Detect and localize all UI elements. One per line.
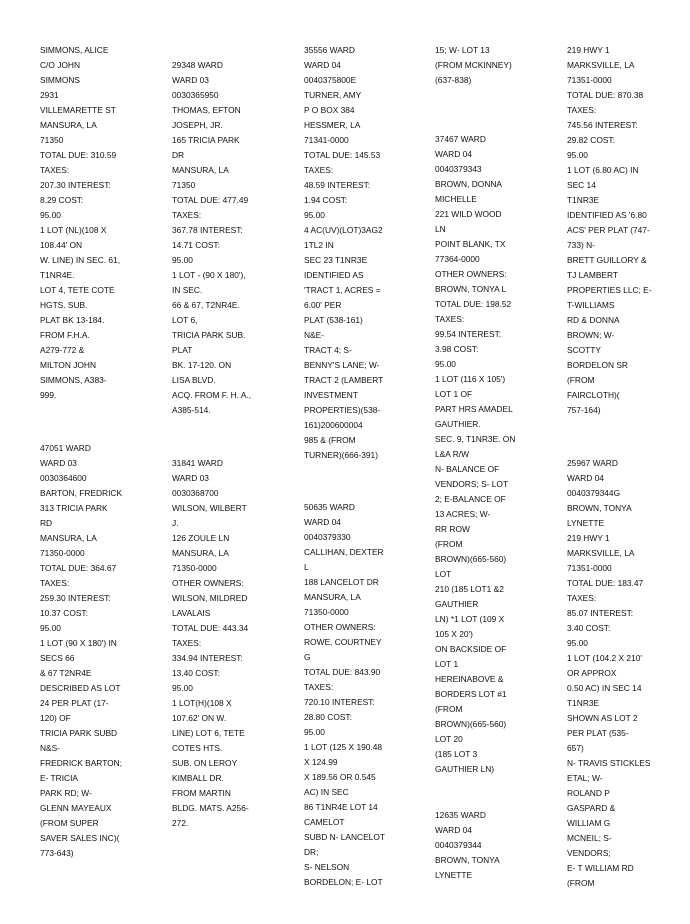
text-line: 95.00 <box>40 210 61 220</box>
text-line: PROPERTIES)(538- <box>304 405 381 415</box>
text-line: S- NELSON <box>304 862 350 872</box>
text-line: 95.00 <box>567 638 588 648</box>
text-line: 71341-0000 <box>304 135 349 145</box>
text-line: 120) OF <box>40 713 71 723</box>
text-line: BENNY'S LANE; W- <box>304 360 380 370</box>
text-line: TURNER, AMY <box>304 90 362 100</box>
text-line: 0030368700 <box>172 488 219 498</box>
text-line: INVESTMENT <box>304 390 358 400</box>
text-line: POINT BLANK, TX <box>435 239 506 249</box>
text-line: (FROM <box>435 539 463 549</box>
text-line: VILLEMARETTE ST <box>40 105 116 115</box>
text-line: 0040379343 <box>435 164 482 174</box>
text-line: 1 LOT (NL)(108 X <box>40 225 107 235</box>
text-line: OTHER OWNERS: <box>435 269 507 279</box>
text-line: 313 TRICIA PARK <box>40 503 108 513</box>
text-line: JOSEPH, JR. <box>172 120 223 130</box>
text-line: ACS' PER PLAT (747- <box>567 225 650 235</box>
text-line: LOT 1 <box>435 659 459 669</box>
text-line: BORDELON SR <box>567 360 628 370</box>
text-line: 105 X 20') <box>435 629 473 639</box>
text-line: 29.82 COST: <box>567 135 615 145</box>
text-line: 31841 WARD <box>172 458 223 468</box>
text-line: FAIRCLOTH)( <box>567 390 620 400</box>
text-line: W. LINE) IN SEC. 61, <box>40 255 121 265</box>
text-line: 12635 WARD <box>435 810 486 820</box>
text-line: (FROM MCKINNEY) <box>435 60 512 70</box>
text-line: (FROM <box>567 878 595 888</box>
text-line: 2; E-BALANCE OF <box>435 494 506 504</box>
text-line: 86 T1NR4E LOT 14 <box>304 802 378 812</box>
record-wilson-wilbert <box>172 456 297 831</box>
text-line: WARD 03 <box>172 473 209 483</box>
text-line: THOMAS, EFTON <box>172 105 241 115</box>
text-line: E- T WILLIAM RD <box>567 863 634 873</box>
text-line: KIMBALL DR. <box>172 773 224 783</box>
text-line: 24 PER PLAT (17- <box>40 698 109 708</box>
record-barton-fredrick <box>40 441 165 861</box>
text-line: LINE) LOT 6, TETE <box>172 728 245 738</box>
text-line: RR ROW <box>435 524 470 534</box>
text-line: PLAT (538-161) <box>304 315 363 325</box>
text-line: DESCRIBED AS LOT <box>40 683 121 693</box>
text-line: 1 LOT(H)(108 X <box>172 698 232 708</box>
text-line: 28.80 COST: <box>304 712 352 722</box>
text-line: 71350-0000 <box>40 548 85 558</box>
text-line: 0.50 AC) IN SEC 14 <box>567 683 642 693</box>
record-brown-donna <box>435 132 560 777</box>
text-line: 95.00 <box>40 623 61 633</box>
text-line: 1.94 COST: <box>304 195 348 205</box>
text-line: LOT 1 OF <box>435 389 473 399</box>
text-line: WARD 04 <box>567 473 604 483</box>
text-line: TAXES: <box>567 593 597 603</box>
text-line: (FROM <box>435 704 463 714</box>
text-line: LYNETTE <box>435 870 473 880</box>
text-line: T1NR4E. <box>40 270 75 280</box>
text-line: 0040379344G <box>567 488 621 498</box>
text-line: TOTAL DUE: 477.49 <box>172 195 249 205</box>
text-line: WARD 04 <box>435 825 472 835</box>
text-line: 1 LOT - (90 X 180'), <box>172 270 246 280</box>
text-line: SEC. 9, T1NR3E. ON <box>435 434 516 444</box>
text-line: 29348 WARD <box>172 60 223 70</box>
text-line: WILSON, MILDRED <box>172 593 248 603</box>
text-line: RD & DONNA <box>567 315 620 325</box>
text-line: 334.94 INTEREST: <box>172 653 243 663</box>
text-line: 161)200600004 <box>304 420 363 430</box>
text-line: 165 TRICIA PARK <box>172 135 240 145</box>
text-line: SUBD N- LANCELOT <box>304 832 385 842</box>
text-line: 1 LOT (104.2 X 210' <box>567 653 643 663</box>
text-line: LN <box>435 224 446 234</box>
text-line: 0040375800E <box>304 75 357 85</box>
text-line: TAXES: <box>567 105 597 115</box>
text-line: 8.29 COST: <box>40 195 84 205</box>
text-line: SIMMONS, ALICE <box>40 45 109 55</box>
text-line: BROWN, TONYA <box>567 503 632 513</box>
text-line: TAXES: <box>435 314 465 324</box>
text-line: OTHER OWNERS: <box>172 578 244 588</box>
text-line: TRICIA PARK SUBD <box>40 728 118 738</box>
text-line: GAUTHIER <box>435 599 479 609</box>
text-line: 99.54 INTEREST: <box>435 329 502 339</box>
text-line: 71350-0000 <box>172 563 217 573</box>
text-line: 95.00 <box>567 150 588 160</box>
text-line: PARK RD; W- <box>40 788 92 798</box>
text-line: MCNEIL; S- <box>567 833 612 843</box>
text-line: MICHELLE <box>435 194 477 204</box>
text-line: GAUTHIER. <box>435 419 481 429</box>
text-line: TOTAL DUE: 843.90 <box>304 667 381 677</box>
text-line: 1TL2 IN <box>304 240 334 250</box>
text-line: TOTAL DUE: 145.53 <box>304 150 381 160</box>
text-line: WARD 03 <box>40 458 77 468</box>
text-line: BROWN, TONYA <box>435 855 500 865</box>
text-line: TURNER)(666-391) <box>304 450 378 460</box>
text-line: ON BACKSIDE OF <box>435 644 507 654</box>
text-line: N&E- <box>304 330 325 340</box>
text-line: 999. <box>40 390 57 400</box>
text-line: LOT 4, TETE COTE <box>40 285 115 295</box>
text-line: FREDRICK BARTON; <box>40 758 123 768</box>
text-line: PART HRS AMADEL <box>435 404 513 414</box>
text-line: MARKSVILLE, LA <box>567 548 635 558</box>
text-line: ACQ. FROM F. H. A., <box>172 390 252 400</box>
text-line: RD <box>40 518 53 528</box>
text-line: SECS 66 <box>40 653 75 663</box>
text-line: PLAT BK 13-184. <box>40 315 105 325</box>
text-line: TAXES: <box>304 165 334 175</box>
text-line: (637-838) <box>435 75 472 85</box>
text-line: SIMMONS <box>40 75 81 85</box>
text-line: 126 ZOULE LN <box>172 533 230 543</box>
text-line: 188 LANCELOT DR <box>304 577 379 587</box>
text-line: 720.10 INTEREST: <box>304 697 375 707</box>
text-line: SUB. ON LEROY <box>172 758 238 768</box>
text-line: TOTAL DUE: 183.47 <box>567 578 644 588</box>
text-line: BK. 17-120. ON <box>172 360 232 370</box>
text-line: TAXES: <box>40 578 70 588</box>
text-line: ROWE, COURTNEY <box>304 637 382 647</box>
text-line: G <box>304 652 311 662</box>
text-line: MANSURA, LA <box>304 592 361 602</box>
text-line: BARTON, FREDRICK <box>40 488 123 498</box>
text-line: 207.30 INTEREST: <box>40 180 111 190</box>
text-line: 3.40 COST: <box>567 623 611 633</box>
text-line: PER PLAT (535- <box>567 728 629 738</box>
text-line: TAXES: <box>172 638 202 648</box>
text-line: TOTAL DUE: 198.52 <box>435 299 512 309</box>
text-line: N- BALANCE OF <box>435 464 500 474</box>
text-line: 985 & (FROM <box>304 435 356 445</box>
text-line: BROWN)(665-560) <box>435 719 507 729</box>
text-line: SEC 14 <box>567 180 596 190</box>
text-line: BRETT GUILLORY & <box>567 255 647 265</box>
text-line: 221 WILD WOOD <box>435 209 502 219</box>
text-line: MANSURA, LA <box>40 120 97 130</box>
text-line: MARKSVILLE, LA <box>567 60 635 70</box>
text-line: LOT 20 <box>435 734 463 744</box>
text-line: 35556 WARD <box>304 45 355 55</box>
text-line: 733) N- <box>567 240 595 250</box>
text-line: BROWN, DONNA <box>435 179 502 189</box>
text-line: SIMMONS, A383- <box>40 375 107 385</box>
text-line: 272. <box>172 818 189 828</box>
text-line: WARD 04 <box>304 60 341 70</box>
text-line: BROWN; W- <box>567 330 615 340</box>
text-line: BORDELON; E- LOT <box>304 877 383 887</box>
text-line: 48.59 INTEREST: <box>304 180 371 190</box>
text-line: IDENTIFIED AS <box>304 270 364 280</box>
record-thomas-efton <box>172 58 297 418</box>
text-line: 0040379344 <box>435 840 482 850</box>
text-line: TOTAL DUE: 443.34 <box>172 623 249 633</box>
text-line: 95.00 <box>304 210 325 220</box>
text-line: E- TRICIA <box>40 773 79 783</box>
text-line: 1 LOT (125 X 190.48 <box>304 742 383 752</box>
text-line: X 124.99 <box>304 757 338 767</box>
text-line: DR; <box>304 847 319 857</box>
text-line: FROM MARTIN <box>172 788 231 798</box>
text-line: 1 LOT (90 X 180') IN <box>40 638 117 648</box>
text-line: 13.40 COST: <box>172 668 220 678</box>
text-line: TRICIA PARK SUB. <box>172 330 246 340</box>
text-line: 219 HWY 1 <box>567 533 610 543</box>
text-line: PLAT <box>172 345 193 355</box>
text-line: GAUTHIER LN) <box>435 764 495 774</box>
text-line: 0030364600 <box>40 473 87 483</box>
text-line: ETAL; W- <box>567 773 603 783</box>
text-line: 47051 WARD <box>40 443 91 453</box>
text-line: WARD 04 <box>304 517 341 527</box>
text-line: 367.78 INTEREST: <box>172 225 243 235</box>
text-line: 95.00 <box>172 255 193 265</box>
text-line: 85.07 INTEREST: <box>567 608 634 618</box>
text-line: 37467 WARD <box>435 134 486 144</box>
text-line: WARD 03 <box>172 75 209 85</box>
text-line: GLENN MAYEAUX <box>40 803 112 813</box>
text-line: 95.00 <box>172 683 193 693</box>
text-line: ROLAND P <box>567 788 610 798</box>
text-line: L&A R/W <box>435 449 469 459</box>
text-line: IDENTIFIED AS '6.80 <box>567 210 647 220</box>
text-line: BROWN, TONYA L <box>435 284 507 294</box>
text-line: 108.44' ON <box>40 240 83 250</box>
text-line: (FROM SUPER <box>40 818 99 828</box>
text-line: 219 HWY 1 <box>567 45 610 55</box>
text-line: 0040379330 <box>304 532 351 542</box>
text-line: TAXES: <box>172 210 202 220</box>
text-line: 77364-0000 <box>435 254 480 264</box>
text-line: OR APPROX <box>567 668 617 678</box>
text-line: MANSURA, LA <box>40 533 97 543</box>
text-line: TRACT 2 (LAMBERT <box>304 375 384 385</box>
text-line: 71350 <box>40 135 64 145</box>
text-line: 259.30 INTEREST: <box>40 593 111 603</box>
text-line: T1NR3E <box>567 195 600 205</box>
text-line: 71351-0000 <box>567 75 612 85</box>
text-line: 71351-0000 <box>567 563 612 573</box>
text-line: CALLIHAN, DEXTER <box>304 547 384 557</box>
text-line: LN) *1 LOT (109 X <box>435 614 505 624</box>
text-line: LYNETTE <box>567 518 605 528</box>
text-line: J. <box>172 518 179 528</box>
text-line: T-WILLIAMS <box>567 300 615 310</box>
text-line: BROWN)(665-560) <box>435 554 507 564</box>
text-line: & 67 T2NR4E <box>40 668 92 678</box>
text-line: WILLIAM G <box>567 818 611 828</box>
text-line: 14.71 COST: <box>172 240 220 250</box>
text-line: 50635 WARD <box>304 502 355 512</box>
text-line: 'TRACT 1, ACRES = <box>304 285 381 295</box>
text-line: WARD 04 <box>435 149 472 159</box>
text-line: SAVER SALES INC)( <box>40 833 120 843</box>
text-line: 745.56 INTEREST: <box>567 120 638 130</box>
text-line: GASPARD & <box>567 803 616 813</box>
text-line: SEC 23 T1NR3E <box>304 255 368 265</box>
text-line: N&S- <box>40 743 61 753</box>
text-line: 10.37 COST: <box>40 608 88 618</box>
text-line: 95.00 <box>435 359 456 369</box>
text-line: 0030365950 <box>172 90 219 100</box>
text-line: MANSURA, LA <box>172 165 229 175</box>
text-line: TAXES: <box>304 682 334 692</box>
text-line: T1NR3E <box>567 698 600 708</box>
record-continuation-lot-15 <box>435 43 560 88</box>
text-line: C/O JOHN <box>40 60 81 70</box>
text-line: WILSON, WILBERT <box>172 503 247 513</box>
text-line: MILTON JOHN <box>40 360 96 370</box>
text-line: IN SEC. <box>172 285 203 295</box>
text-line: N- TRAVIS STICKLES <box>567 758 651 768</box>
text-line: SCOTTY <box>567 345 601 355</box>
text-line: 25967 WARD <box>567 458 618 468</box>
text-line: CAMELOT <box>304 817 345 827</box>
text-line: TAXES: <box>40 165 70 175</box>
record-simmons-alice <box>40 43 165 403</box>
text-line: LAVALAIS <box>172 608 211 618</box>
text-line: LOT 6, <box>172 315 198 325</box>
text-line: 757-164) <box>567 405 601 415</box>
text-line: SHOWN AS LOT 2 <box>567 713 638 723</box>
text-line: TOTAL DUE: 310.59 <box>40 150 117 160</box>
text-line: X 189.56 OR 0.545 <box>304 772 376 782</box>
text-line: (185 LOT 3 <box>435 749 478 759</box>
text-line: HEREINABOVE & <box>435 674 504 684</box>
text-line: COTES HTS. <box>172 743 223 753</box>
text-line: TRACT 4; S- <box>304 345 352 355</box>
record-callihan-dexter <box>304 500 429 890</box>
text-line: HGTS. SUB. <box>40 300 88 310</box>
text-line: P O BOX 384 <box>304 105 355 115</box>
text-line: 4 AC(UV)(LOT)3AG2 <box>304 225 383 235</box>
record-turner-amy <box>304 43 429 463</box>
text-line: 15; W- LOT 13 <box>435 45 490 55</box>
text-line: HESSMER, LA <box>304 120 361 130</box>
text-line: 66 & 67, T2NR4E. <box>172 300 240 310</box>
text-line: 3.98 COST: <box>435 344 479 354</box>
text-line: L <box>304 562 309 572</box>
text-line: 107.62' ON W. <box>172 713 227 723</box>
text-line: 95.00 <box>304 727 325 737</box>
text-line: LOT <box>435 569 452 579</box>
text-line: BLDG. MATS. A256- <box>172 803 249 813</box>
text-line: A279-772 & <box>40 345 85 355</box>
text-line: 71350 <box>172 180 196 190</box>
text-line: FROM F.H.A. <box>40 330 90 340</box>
text-line: MANSURA, LA <box>172 548 229 558</box>
record-continuation-hwy-1 <box>567 43 690 418</box>
text-line: 1 LOT (116 X 105') <box>435 374 506 384</box>
text-line: TJ LAMBERT <box>567 270 619 280</box>
text-line: AC) IN SEC <box>304 787 349 797</box>
text-line: VENDORS; S- LOT <box>435 479 509 489</box>
text-line: 13 ACRES; W- <box>435 509 491 519</box>
text-line: 773-643) <box>40 848 74 858</box>
text-line: BORDERS LOT #1 <box>435 689 507 699</box>
text-line: 657) <box>567 743 584 753</box>
text-line: DR <box>172 150 185 160</box>
record-brown-tonya-12635 <box>435 808 560 883</box>
text-line: 71350-0000 <box>304 607 349 617</box>
record-brown-tonya-25967 <box>567 456 690 891</box>
text-line: A385-514. <box>172 405 211 415</box>
text-line: PROPERTIES LLC; E- <box>567 285 652 295</box>
text-line: (FROM <box>567 375 595 385</box>
text-line: TOTAL DUE: 870.38 <box>567 90 644 100</box>
text-line: OTHER OWNERS: <box>304 622 376 632</box>
text-line: TOTAL DUE: 364.67 <box>40 563 117 573</box>
text-line: 210 (185 LOT1 &2 <box>435 584 504 594</box>
text-line: 6.00' PER <box>304 300 342 310</box>
text-line: 1 LOT (6.80 AC) IN <box>567 165 639 175</box>
text-line: 2931 <box>40 90 59 100</box>
text-line: VENDORS; <box>567 848 611 858</box>
text-line: LISA BLVD. <box>172 375 216 385</box>
